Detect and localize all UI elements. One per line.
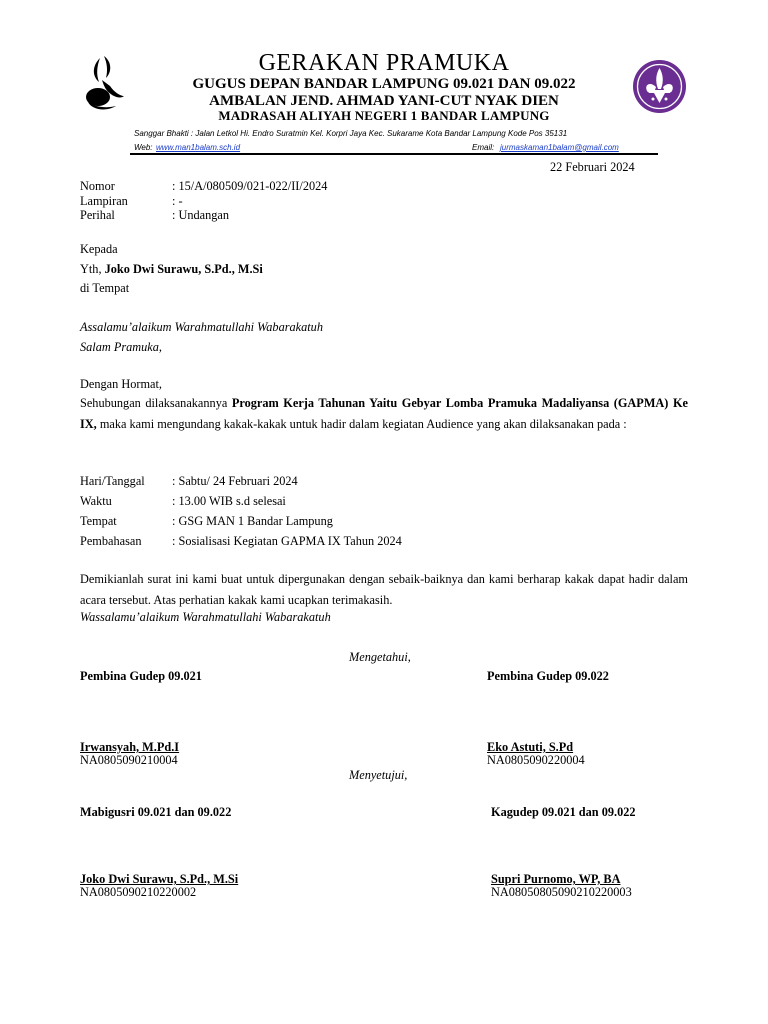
recipient-to: Kepada <box>80 242 118 256</box>
body-p1-program: Program Kerja Tahunan Yaitu Gebyar Lomba Pramuka Madaliyansa (GAPMA) Ke IX, <box>80 396 688 431</box>
left1-na: NA0805090210004 <box>80 753 178 767</box>
ambalan-line: AMBALAN JEND. AHMAD YANI-CUT NYAK DIEN <box>209 93 559 109</box>
org-title: GERAKAN PRAMUKA <box>258 50 510 76</box>
meta-value-lampiran: : - <box>172 194 183 208</box>
event-value-topic: : Sosialisasi Kegiatan GAPMA IX Tahun 2024 <box>172 534 402 548</box>
recipient-yth: Yth, <box>80 262 102 276</box>
meta-value-nomor: : 15/A/080509/021-022/II/2024 <box>172 179 328 193</box>
left1-role: Pembina Gudep 09.021 <box>80 669 202 683</box>
opening: Dengan Hormat, <box>80 377 162 391</box>
recipient-name: Joko Dwi Surawu, S.Pd., M.Si <box>104 262 263 276</box>
left2-na: NA0805090210220002 <box>80 885 197 899</box>
web-link[interactable]: www.man1balam.sch.id <box>156 143 241 152</box>
event-label-topic: Pembahasan <box>80 534 142 548</box>
meta-label-lampiran: Lampiran <box>80 194 128 208</box>
right1-name: Eko Astuti, S.Pd <box>487 740 574 754</box>
left1-name: Irwansyah, M.Pd.I <box>80 740 180 754</box>
event-label-date: Hari/Tanggal <box>80 474 145 488</box>
mengetahui: Mengetahui, <box>349 650 411 664</box>
right2-role: Kagudep 09.021 dan 09.022 <box>491 805 636 819</box>
event-label-time: Waktu <box>80 494 112 508</box>
left2-role: Mabigusri 09.021 dan 09.022 <box>80 805 232 819</box>
body-p1-a: Sehubungan dilaksanakannya <box>80 396 228 410</box>
closing-salam: Wassalamu’alaikum Warahmatullahi Wabarakatuh <box>80 610 331 624</box>
gudep-line: GUGUS DEPAN BANDAR LAMPUNG 09.021 DAN 09.022 <box>192 76 576 92</box>
email-label: Email: <box>472 143 495 152</box>
greeting-pramuka: Salam Pramuka, <box>80 340 162 354</box>
event-value-date: : Sabtu/ 24 Februari 2024 <box>172 474 298 488</box>
greeting-salam: Assalamu’alaikum Warahmatullahi Wabarakatuh <box>80 320 323 334</box>
event-label-place: Tempat <box>80 514 117 528</box>
right1-role: Pembina Gudep 09.022 <box>487 669 609 683</box>
event-value-place: : GSG MAN 1 Bandar Lampung <box>172 514 333 528</box>
right2-na: NA08050805090210220003 <box>491 885 632 899</box>
meta-value-perihal: : Undangan <box>172 208 230 222</box>
event-value-time: : 13.00 WIB s.d selesai <box>172 494 286 508</box>
right1-na: NA0805090220004 <box>487 753 585 767</box>
menyetujui: Menyetujui, <box>349 768 408 782</box>
closing-paragraph: Demikianlah surat ini kami buat untuk dipergunakan dengan sebaik-baiknya dan kami berharap kakak dapat hadir dalam acara tersebut. Atas perhatian kakak kami ucapkan terimakasih. <box>80 572 688 607</box>
email-link[interactable]: jurmaskaman1balam@gmail.com <box>500 143 619 152</box>
meta-label-nomor: Nomor <box>80 179 115 193</box>
address-line: Sanggar Bhakti : Jalan Letkol Hi. Endro Suratmin Kel. Korpri Jaya Kec. Sukarame Kota Bandar Lampung Kode Pos 35131 <box>134 129 568 138</box>
header-rule-thick <box>130 153 658 155</box>
left2-name: Joko Dwi Surawu, S.Pd., M.Si <box>80 872 239 886</box>
madrasah-line: MADRASAH ALIYAH NEGERI 1 BANDAR LAMPUNG <box>218 108 550 123</box>
body-p1-c: maka kami mengundang kakak-kakak untuk hadir dalam kegiatan Audience yang akan dilaksanakan pada : <box>99 417 627 431</box>
recipient-line <box>80 262 263 277</box>
meta-label-perihal: Perihal <box>80 208 115 222</box>
letter-date: 22 Februari 2024 <box>550 160 635 174</box>
web-label: Web: <box>134 143 153 152</box>
body-paragraph <box>80 393 688 435</box>
right2-name: Supri Purnomo, WP, BA <box>491 872 621 886</box>
recipient-place: di Tempat <box>80 281 130 295</box>
